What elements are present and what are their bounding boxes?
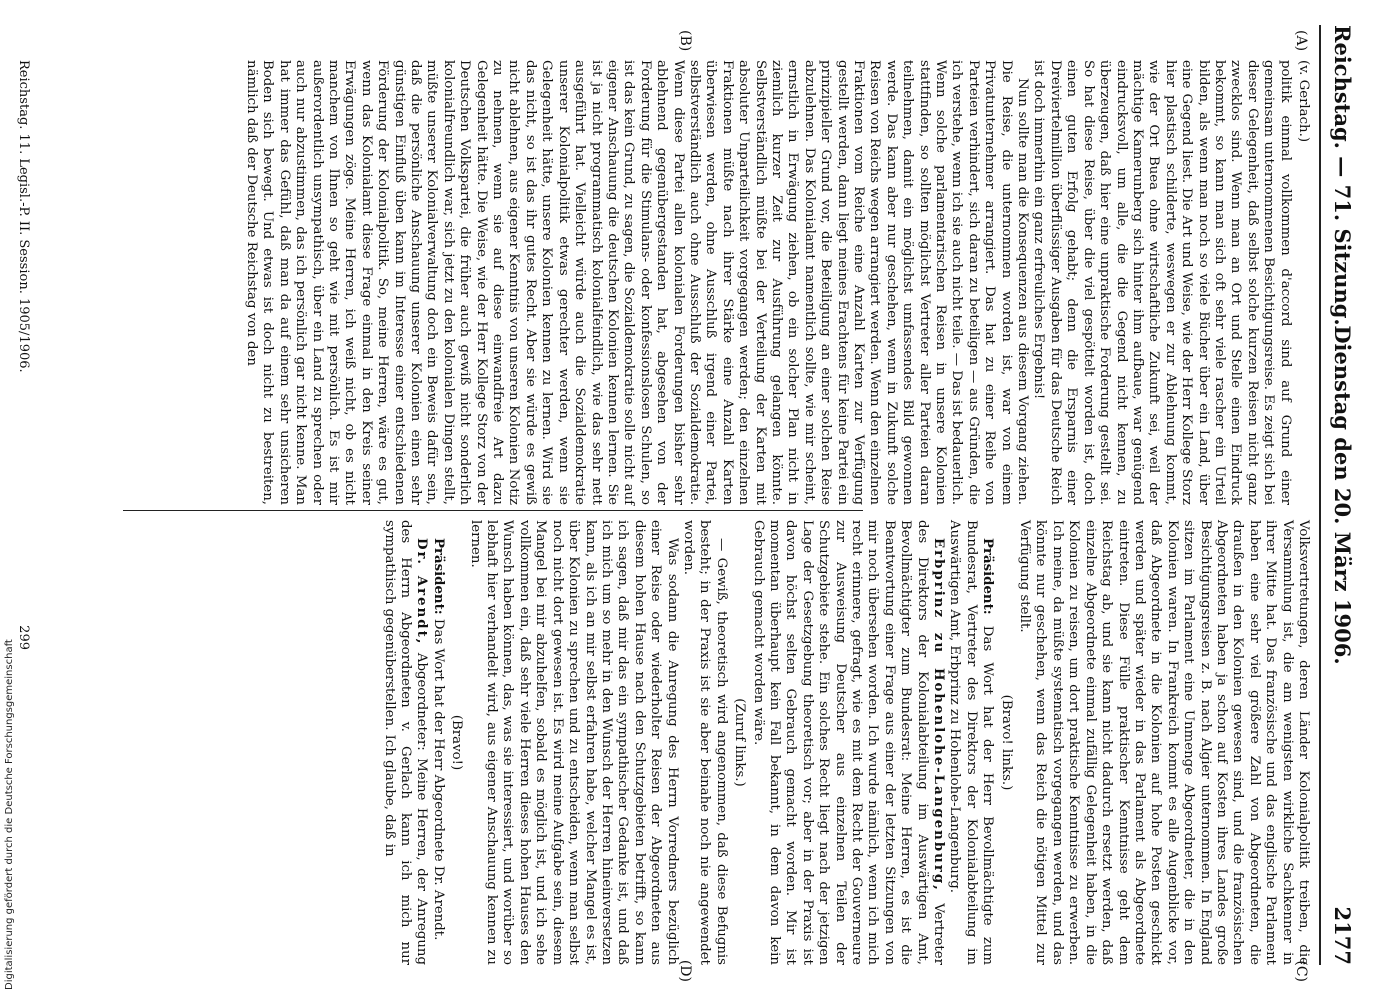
marker-c: (C) bbox=[1293, 960, 1309, 982]
speaker-tag: (v. Gerlach.) bbox=[1296, 60, 1311, 143]
marker-d: (D) bbox=[677, 959, 693, 982]
right-column bbox=[32, 520, 1311, 965]
speaker-label: Präsident: bbox=[430, 538, 446, 615]
footer-sheet-number: 299 bbox=[16, 625, 31, 650]
speech-paragraph bbox=[749, 520, 946, 965]
paragraph: Nun sollte man die Konsequenzen aus diesem Vorgang ziehen. Die Reise, die unternommen worden ist, war von einem Privatunternehmer arrangiert. Das hat zu einer Reihe von Parteien verhindert, sich daran zu beteiligen — aus Gründen, die ich verstehe, wenn ich sie auch nicht teile. — Das ist bedauerlich. Wenn solche parlamentarischen Reisen in unsere Kolonien stattfinden, so sollten möglichst Vertreter aller Parteien daran teilnehmen, damit ein möglichst umfassendes Bild gewonnen werde. Das kann aber nur geschehen, wenn in Zukunft solche Reisen von Reichs wegen arrangiert werden. Wenn den einzelnen Fraktionen vom Reiche eine Anzahl Karten zur Verfügung gestellt werden, dann liegt meines Erachtens für keine Partei ein prinzipieller Grund vor, die Beteiligung an einer solchen Reise abzulehnen. Das Kolonialamt namentlich sollte, wie mir scheint, ernstlich in Erwägung ziehen, ob ein solcher Plan nicht in ziemlich kurzer Zeit zur Ausführung gelangen könnte. Selbstverständlich müßte bei der Verteilung der Karten mit absoluter Unparteilichkeit vorgegangen werden; den einzelnen Fraktionen müßte nach ihrer Stärke eine Anzahl Karten überwiesen werden, ohne Ausschluß irgend einer Partei, selbstverständlich auch ohne Ausschluß der Sozialdemokratie. Wenn diese Partei allen kolonialen Forderungen bisher sehr ablehnend gegenübergestanden hat, abgesehen von der Forderung für die Stimulans- oder konfessionslosen Schulen, so ist das kein Grund, zu sagen, die Sozialdemokratie solle nicht auf eigener Anschauung die deutschen Kolonien kennen lernen. Sie ist ja nicht programmatisch kolonialfeindlich, wie das sehr nett ausgeführt hat. Vielleicht würde auch die Sozialdemokratie unserer Kolonialpolitik etwas gerechter werden, wenn sie Gelegenheit hätte, unsere Kolonien kennen zu lernen. Wird sie das nicht, so ist das ihr gutes Recht. Aber sie würde es gewiß nicht ablehnen, aus eigener Kenntnis von unseren Kolonien Notiz zu nehmen, wenn sie auf diese einwandfreie Art dazu Gelegenheit hätte. Die Weise, wie der Herr Kollege Storz von der Deutschen Volkspartei, die früher auch gewiß nicht sonderlich kolonialfreundlich war, sich jetzt zu den kolonialen Dingen stellt, müßte unserer Kolonialverwaltung doch ein Beweis dafür sein, daß die persönliche Anschauung unserer Kolonien einen sehr günstigen Einfluß üben kann im Interesse einer entschiedenen Förderung der Kolonialpolitik. So, meine Herren, wäre es gut, wenn das Kolonialamt diese Frage einmal in den Kreis seiner Erwägungen zöge. Meine Herren, ich weiß nicht, ob es nicht manchem von Ihnen so geht wie mit persönlich. Es ist mir außerordentlich unsympathisch, über ein Land zu sprechen oder auch nur abzustimmen, das ich persönlich gar nicht kenne. Man hat immer das Gefühl, daß man da auf einem sehr unsicheren Boden sich bewegt. Und etwas ist doch nicht zu bestreiten, nämlich daß der Deutsche Reichstag von den bbox=[244, 60, 1031, 505]
speech-text: Vertreter des Direktors der Kolonialabteilung im Auswärtigen Amt, Bevollmächtigter zum Bundesrat: Meine Herren, es ist die Beantwortung einer Frage aus einer der letzten Sitzungen von mir noch übersehen worden. Ich wurde nämlich, wenn ich mich recht erinnere, gefragt, wie es mit dem Recht der Gouverneure zur Ausweisung Deutscher aus einzelnen Teilen der Schutzgebiete stehe. Ein solches Recht liegt nach der jetzigen Lage der Gesetzgebung theoretisch vor; aber in der Praxis ist davon höchst selten Gebrauch gemacht worden. Mir ist momentan überhaupt kein Fall bekannt, in dem davon kein Gebrauch gemacht worden wäre. bbox=[750, 520, 947, 965]
interjection: (Bravo!) bbox=[449, 714, 465, 771]
left-column bbox=[32, 60, 1311, 505]
marker-b: (B) bbox=[677, 30, 693, 52]
paragraph: Volksvertretungen, deren Länder Kolonialpolitik treiben, die Versammlung ist, die am wenigsten wirkliche Sachkenner in ihrer Mitte hat. Das französische und das englische Parlament haben eine sehr viel größere Zahl von Abgeordneten, die draußen in den Kolonien gewesen sind, und die französischen Abgeordneten haben ja schon auf Kosten ihres Landes große Besichtigungsreisen z. B. nach Algier unternommen. In England sitzen im Parlament eine Unmenge Abgeordneter, die in den Kolonien waren. In Frankreich kommt es alle Augenblicke vor, daß Abgeordnete in die Kolonien auf hohe Posten geschickt werden und später wieder in das Parlament als Abgeordnete eintreten. Diese Fülle praktischer Kenntnisse geht dem Reichstag ab, und sie kann nicht dadurch ersetzt werden, daß einzelne Abgeordnete einmal zufällig Gelegenheit haben, in die Kolonien zu reisen, um dort praktische Kenntnisse zu erwerben. Ich meine, da müßte systematisch vorgegangen werden, und das könnte nur geschehen, wenn das Reich die nötigen Mittel zur Verfügung stellt. bbox=[1017, 520, 1311, 965]
paragraph: politik einmal vollkommen d'accord sind auf Grund einer gemeinsam unternommenen Besichtigungsreise. Es zeigt sich bei dieser Gelegenheit, daß selbst solche kurzen Reisen nicht ganz zwecklos sind. Wenn man an Ort und Stelle einen Eindruck bekommt, so kann man sich oft sehr viele rascher ein Urteil bilden, als wenn man noch so viele Bücher über ein Land, über eine Gegend liest. Die Art und Weise, wie der Herr Kollege Storz hier plastisch schilderte, weswegen er zur Ablehnung kommt, wie der Ort Buea ohne wirtschaftliche Zukunft sei, weil der mächtige Kamerunberg sich hinter ihm aufbaue, war genügend eindrucksvoll, um alle, die die Gegend nicht kennen, zu überzeugen, daß hier eine unpraktische Forderung gestellt sei. So hat diese Reise, über die viel gespöttelt worden ist, doch einen guten Erfolg gehabt; denn die Ersparnis einer Dreiviertelmillion überflüssiger Ausgaben für das Deutsche Reich ist doch immerhin ein ganz erfreuliches Ergebnis! bbox=[1031, 60, 1293, 505]
interjection: (Bravo! links.) bbox=[998, 694, 1014, 791]
footer-session: Reichstag. 11. Legisl.-P. II. Session. 1905/1906. bbox=[16, 60, 31, 373]
speech-paragraph bbox=[946, 520, 995, 965]
header-left: Reichstag. — 71. Sitzung. bbox=[1330, 25, 1355, 326]
digitization-note bbox=[4, 639, 15, 990]
speaker-label: Präsident: bbox=[980, 538, 996, 615]
marker-a: (A) bbox=[1293, 30, 1309, 52]
column-divider bbox=[123, 510, 863, 511]
page-number: 2177 bbox=[1330, 906, 1355, 965]
interjection: (Zuruf links.) bbox=[732, 698, 748, 787]
speech-text: Abgeordneter: Meine Herren, der Anregung des Herrn Abgeordneten v. Gerlach kann ich mich nur sympathisch gegenüberstellen. Ich glaube, daß in bbox=[381, 520, 430, 966]
speech-text: Das Wort hat der Herr Abgeordnete Dr. Arendt. bbox=[430, 618, 446, 941]
speech-paragraph bbox=[429, 520, 445, 965]
paragraph: Was sodann die Anregung des Herrn Vorredners bezüglich einer Reise oder wiederholter Reisen der Abgeordneten aus diesem hohen Hause nach den Schutzgebieten betrifft, so kann ich sagen, daß mir das ein sympathischer Gedanke ist, und daß ich mich um so mehr in den Wunsch der Herren hineinversetzen kann, als ich an mir selbst erfahren habe, welcher Mangel es ist, über Kolonien zu sprechen und zu entscheiden, wenn man selbst noch nicht dort gewesen ist. Es wird meine Aufgabe sein, diesem Mangel bei mir abzuhelfen, sobald es möglich ist, und ich sehe vollkommen ein, daß sehr viele Herren dieses hohen Hauses den Wunsch haben können, das, was sie interessiert, und worüber so lebhaft hier verhandelt wird, aus eigener Anschauung kennen zu lernen. bbox=[467, 520, 680, 965]
page-header bbox=[1319, 25, 1361, 965]
speech-paragraph bbox=[380, 520, 429, 965]
speaker-label: Erbprinz zu Hohenlohe-Langenburg, bbox=[931, 538, 947, 892]
digitization-text: Digitalisierung gefördert durch die Deutsche Forschungsgemeinschaft bbox=[4, 639, 15, 990]
speaker-label: Dr. Arendt, bbox=[414, 538, 430, 646]
paragraph: — Gewiß, theoretisch wird angenommen, daß diese Befugnis besteht; in der Praxis ist sie aber beinahe noch nie angewendet worden. bbox=[680, 520, 729, 965]
speech-text: Das Wort hat der Herr Bevollmächtigte zum Bundesrat, Vertreter des Direktors der Kolonialabteilung im Auswärtigen Amt, Erbprinz zu Hohenlohe-Langenburg. bbox=[947, 520, 996, 966]
header-date: Dienstag den 20. März 1906. bbox=[1330, 325, 1355, 665]
